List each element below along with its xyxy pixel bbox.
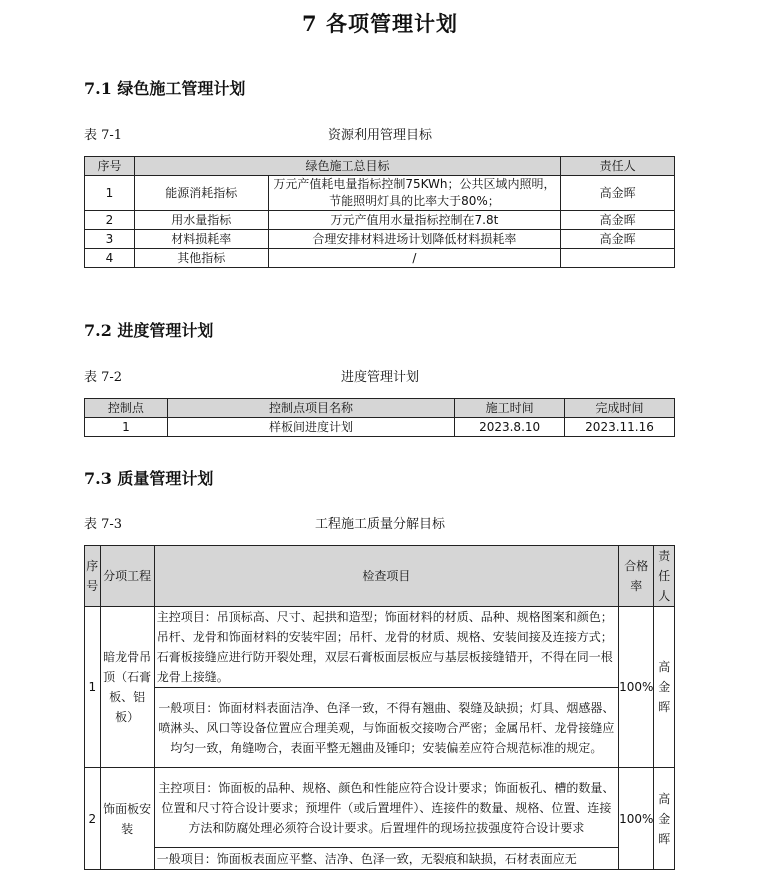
col-header-start: 施工时间 <box>455 399 565 418</box>
col-header-name: 控制点项目名称 <box>167 399 454 418</box>
schedule-table <box>84 398 675 437</box>
table-row <box>85 688 675 768</box>
col-header-person: 责任人 <box>654 546 675 607</box>
table-row <box>85 418 675 437</box>
table-row <box>85 768 675 848</box>
table-title-7-3: 工程施工质量分解目标 <box>314 517 445 532</box>
section-heading-schedule: 7.2 进度管理计划 <box>84 321 214 340</box>
col-header-rate: 合格率 <box>619 546 654 607</box>
table-header-row <box>85 546 675 607</box>
cell-start: 2023.8.10 <box>455 418 565 437</box>
cell-item: 暗龙骨吊顶（石膏板、铝板） <box>100 607 154 768</box>
cell-person: 高金晖 <box>654 607 675 768</box>
cell-name: 样板间进度计划 <box>167 418 454 437</box>
cell-no: 2 <box>85 211 135 230</box>
col-header-end: 完成时间 <box>565 399 675 418</box>
cell-general: 一般项目：饰面板表面应平整、洁净、色泽一致，无裂痕和缺损，石材表面应无 <box>154 848 618 870</box>
table-title-7-2: 进度管理计划 <box>340 370 419 385</box>
cell-person: 高金晖 <box>561 211 675 230</box>
section-heading-quality: 7.3 质量管理计划 <box>84 469 214 488</box>
cell-item: 用水量指标 <box>134 211 268 230</box>
cell-target: 万元产值耗电量指标控制75KWh；公共区域内照明，节能照明灯具的比率大于80%； <box>268 176 561 211</box>
cell-no: 4 <box>85 249 135 268</box>
cell-no: 2 <box>85 768 101 870</box>
table-label-7-1: 表 7-1 <box>84 128 123 143</box>
table-title-7-1: 资源利用管理目标 <box>327 128 432 143</box>
cell-person: 高金晖 <box>561 176 675 211</box>
green-construction-table <box>84 156 675 268</box>
table-label-7-3: 表 7-3 <box>84 517 123 532</box>
cell-main-control: 主控项目：饰面板的品种、规格、颜色和性能应符合设计要求；饰面板孔、槽的数量、位置和尺寸符合设计要求；预埋件（或后置埋件）、连接件的数量、规格、位置、连接方法和防腐处理必须符合设计要求。后置埋件的现场拉拔强度符合设计要求 <box>154 768 618 848</box>
cell-person: 高金晖 <box>561 230 675 249</box>
col-header-item: 分项工程 <box>100 546 154 607</box>
cell-rate: 100% <box>619 768 654 870</box>
table-row <box>85 211 675 230</box>
cell-rate: 100% <box>619 607 654 768</box>
table-row <box>85 176 675 211</box>
section-heading-green: 7.1 绿色施工管理计划 <box>84 79 246 98</box>
table-row <box>85 848 675 870</box>
quality-table <box>84 545 675 870</box>
table-header-row <box>85 157 675 176</box>
col-header-no: 序号 <box>85 157 135 176</box>
col-header-person: 责任人 <box>561 157 675 176</box>
cell-item: 其他指标 <box>134 249 268 268</box>
col-header-check: 检查项目 <box>154 546 618 607</box>
cell-main-control: 主控项目：吊顶标高、尺寸、起拱和造型；饰面材料的材质、品种、规格图案和颜色；吊杆、龙骨和饰面材料的安装牢固；吊杆、龙骨的材质、规格、安装间接及连接方式；石膏板接缝应进行防开裂处理，双层石膏板面层板应与基层板接缝错开，不得在同一根龙骨上接缝。 <box>154 607 618 688</box>
cell-person <box>561 249 675 268</box>
table-header-row <box>85 399 675 418</box>
cell-item: 能源消耗指标 <box>134 176 268 211</box>
col-header-target: 绿色施工总目标 <box>134 157 560 176</box>
table-row <box>85 230 675 249</box>
table-row <box>85 249 675 268</box>
cell-no: 1 <box>85 176 135 211</box>
cell-point: 1 <box>85 418 168 437</box>
cell-person: 高金晖 <box>654 768 675 870</box>
table-label-7-2: 表 7-2 <box>84 370 123 385</box>
cell-general: 一般项目：饰面材料表面洁净、色泽一致，不得有翘曲、裂缝及缺损；灯具、烟感器、喷淋头、风口等设备位置应合理美观，与饰面板交接吻合严密；金属吊杆、龙骨接缝应均匀一致，角缝吻合，表面平整无翘曲及锤印；安装偏差应符合规范标准的规定。 <box>154 688 618 768</box>
cell-target: 万元产值用水量指标控制在7.8t <box>268 211 561 230</box>
col-header-point: 控制点 <box>85 399 168 418</box>
cell-end: 2023.11.16 <box>565 418 675 437</box>
chapter-title: 7 各项管理计划 <box>302 11 458 36</box>
cell-no: 1 <box>85 607 101 768</box>
table-row <box>85 607 675 688</box>
col-header-no: 序号 <box>85 546 101 607</box>
cell-item: 材料损耗率 <box>134 230 268 249</box>
cell-target: 合理安排材料进场计划降低材料损耗率 <box>268 230 561 249</box>
cell-item: 饰面板安装 <box>100 768 154 870</box>
cell-no: 3 <box>85 230 135 249</box>
cell-target: / <box>268 249 561 268</box>
